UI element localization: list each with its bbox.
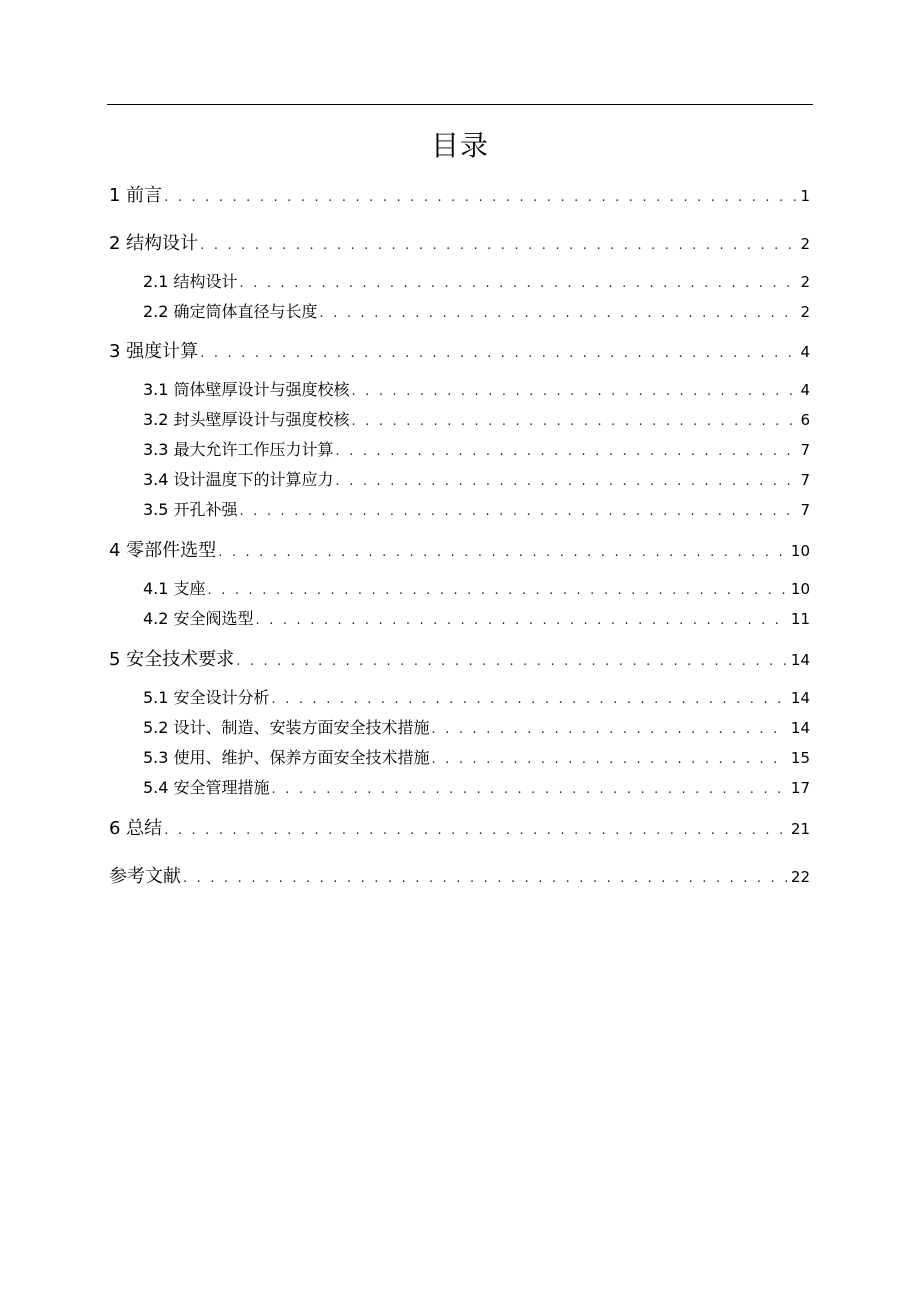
toc-dot-leader [256,610,788,632]
toc-entry-label: 3.1 筒体壁厚设计与强度校核 [143,380,350,399]
toc-entry-label: 3 强度计算 [109,341,199,362]
toc-entry-page: 21 [790,820,810,838]
toc-entry-page: 10 [790,542,810,560]
toc-title: 目录 [430,129,489,162]
toc-entry-2[interactable] [109,231,810,259]
toc-entry-page: 14 [790,719,810,737]
toc-entry-5[interactable] [109,647,810,675]
toc-entry-4-1[interactable] [143,578,810,602]
toc-entry-page: 17 [790,779,810,797]
toc-entry-label: 4 零部件选型 [109,540,217,561]
toc-entry-page: 7 [800,471,810,489]
toc-dot-leader [183,866,788,892]
toc-dot-leader [352,411,798,433]
toc-dot-leader [200,233,797,259]
toc-entry-page: 4 [800,381,810,399]
toc-entry-page: 14 [790,689,810,707]
toc-dot-leader [208,580,788,602]
toc-entry-label: 2.2 确定筒体直径与长度 [143,302,318,321]
toc-entry-5-2[interactable] [143,717,810,741]
toc-entry-label: 6 总结 [109,818,163,839]
toc-entry-page: 2 [800,303,810,321]
toc-entry-references[interactable] [109,864,810,892]
toc-dot-leader [272,779,788,801]
header-rule [107,104,813,105]
toc-entry-page: 2 [800,273,810,291]
toc-dot-leader [336,441,798,463]
toc-dot-leader [164,185,797,211]
toc-entry-2-1[interactable] [143,271,810,295]
toc-entry-page: 7 [800,501,810,519]
toc-entry-page: 11 [790,610,810,628]
toc-entry-6[interactable] [109,816,810,844]
toc-entry-5-3[interactable] [143,747,810,771]
toc-entry-label: 参考文献 [109,866,181,887]
toc-entry-label: 4.1 支座 [143,579,206,598]
toc-entry-label: 5.1 安全设计分析 [143,688,270,707]
toc-entry-page: 6 [800,411,810,429]
toc-dot-leader [272,689,788,711]
toc-dot-leader [218,540,788,566]
toc-dot-leader [432,749,788,771]
toc-entry-label: 3.3 最大允许工作压力计算 [143,440,334,459]
toc-entry-label: 5.2 设计、制造、安装方面安全技术措施 [143,718,430,737]
toc-entry-5-4[interactable] [143,777,810,801]
toc-entry-label: 2.1 结构设计 [143,272,238,291]
toc-entry-label: 3.4 设计温度下的计算应力 [143,470,334,489]
toc-entry-1[interactable] [109,183,810,211]
toc-entry-label: 5.3 使用、维护、保养方面安全技术措施 [143,748,430,767]
toc-dot-leader [240,501,798,523]
toc-entry-page: 1 [800,187,810,205]
toc-entry-page: 4 [800,343,810,361]
toc-entry-page: 10 [790,580,810,598]
toc-entry-label: 5 安全技术要求 [109,649,235,670]
toc-dot-leader [432,719,788,741]
toc-entry-page: 15 [790,749,810,767]
toc-entry-label: 3.5 开孔补强 [143,500,238,519]
toc-entry-label: 1 前言 [109,185,163,206]
toc-dot-leader [200,341,797,367]
toc-dot-leader [352,381,798,403]
toc-entry-label: 2 结构设计 [109,233,199,254]
toc-dot-leader [320,303,798,325]
toc-entry-label: 5.4 安全管理措施 [143,778,270,797]
toc-entry-3-5[interactable] [143,499,810,523]
toc-entry-4[interactable] [109,538,810,566]
toc-entry-page: 14 [790,651,810,669]
toc-entry-3-2[interactable] [143,409,810,433]
toc-dot-leader [240,273,798,295]
toc-entry-page: 7 [800,441,810,459]
toc-dot-leader [336,471,798,493]
toc-entry-5-1[interactable] [143,687,810,711]
toc-entry-3-4[interactable] [143,469,810,493]
toc-entry-2-2[interactable] [143,301,810,325]
toc-entry-label: 4.2 安全阀选型 [143,609,254,628]
toc-entry-3[interactable] [109,339,810,367]
toc-entry-3-1[interactable] [143,379,810,403]
toc-dot-leader [236,649,788,675]
toc-entry-3-3[interactable] [143,439,810,463]
toc-entry-page: 22 [790,868,810,886]
toc-entry-4-2[interactable] [143,608,810,632]
toc-dot-leader [164,818,788,844]
toc-entry-label: 3.2 封头壁厚设计与强度校核 [143,410,350,429]
toc-entry-page: 2 [800,235,810,253]
